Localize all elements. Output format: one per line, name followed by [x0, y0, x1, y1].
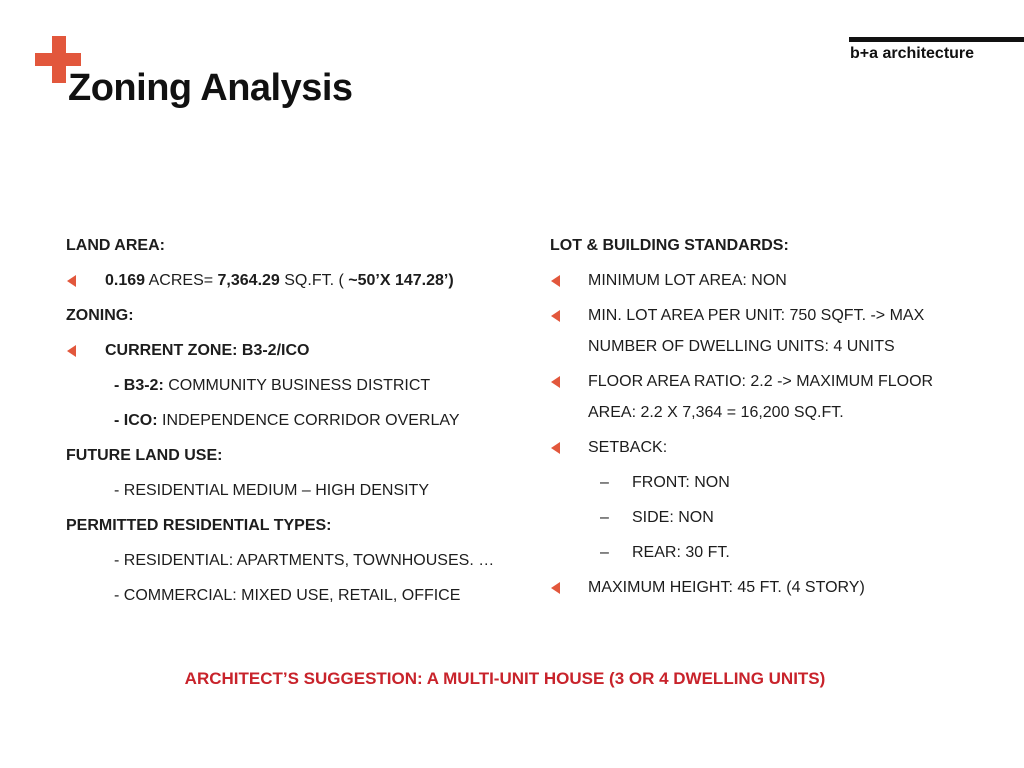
list-item-text: LOT & BUILDING STANDARDS: — [550, 237, 789, 254]
list-item-bullet — [550, 366, 982, 428]
architect-suggestion-text: ARCHITECT’S SUGGESTION: A MULTI-UNIT HOUSE (3 OR 4 DWELLING UNITS) — [184, 669, 826, 688]
list-item-text: 0.169 ACRES= 7,364.29 SQ.FT. ( ~50’X 147.28’) — [105, 272, 454, 289]
list-item-dash — [66, 580, 544, 611]
list-item-text: SETBACK: — [588, 439, 668, 456]
list-item-text: - RESIDENTIAL: APARTMENTS, TOWNHOUSES. … — [114, 552, 495, 569]
list-item-text: - COMMERCIAL: MIXED USE, RETAIL, OFFICE — [114, 587, 461, 604]
list-item-header — [66, 300, 544, 331]
list-item-bullet — [66, 265, 544, 296]
list-item-header — [66, 440, 544, 471]
list-item-text: - B3-2: COMMUNITY BUSINESS DISTRICT — [114, 377, 431, 394]
list-item-dash — [66, 405, 544, 436]
list-item-bullet — [550, 572, 982, 603]
list-item-subdash — [550, 467, 982, 498]
list-item-bullet — [550, 265, 982, 296]
list-item-text: MAXIMUM HEIGHT: 45 FT. (4 STORY) — [588, 579, 865, 596]
list-item-subdash — [550, 502, 982, 533]
column-land-area-zoning — [66, 230, 544, 615]
logo-text: b+a architecture — [850, 45, 975, 62]
plus-icon-vertical-bar — [52, 36, 66, 83]
list-item-bullet — [66, 335, 544, 366]
list-item-text: FRONT: NON — [632, 474, 730, 491]
list-item-text: CURRENT ZONE: B3-2/ICO — [105, 342, 310, 359]
dash-marker: – — [600, 544, 609, 561]
list-item-text: - ICO: INDEPENDENCE CORRIDOR OVERLAY — [114, 412, 460, 429]
list-item-header — [550, 230, 982, 261]
list-item-bullet — [550, 300, 982, 362]
list-item-text: FLOOR AREA RATIO: 2.2 -> MAXIMUM FLOOR AREA: 2.2 X 7,364 = 16,200 SQ.FT. — [588, 373, 934, 421]
dash-marker: – — [600, 509, 609, 526]
column-lot-building-standards — [550, 230, 982, 607]
list-item-text: - RESIDENTIAL MEDIUM – HIGH DENSITY — [114, 482, 429, 499]
dash-marker: – — [600, 474, 609, 491]
list-item-header — [66, 230, 544, 261]
list-item-text: FUTURE LAND USE: — [66, 447, 223, 464]
list-item-bullet — [550, 432, 982, 463]
list-item-header — [66, 510, 544, 541]
list-item-text: SIDE: NON — [632, 509, 714, 526]
list-item-text: MIN. LOT AREA PER UNIT: 750 SQFT. -> MAX NUMBER OF DWELLING UNITS: 4 UNITS — [588, 307, 925, 355]
logo-rule — [849, 37, 1024, 42]
page-title: Zoning Analysis — [68, 67, 353, 109]
list-item-subdash — [550, 537, 982, 568]
list-item-dash — [66, 370, 544, 401]
list-item-text: ZONING: — [66, 307, 134, 324]
list-item-text: REAR: 30 FT. — [632, 544, 730, 561]
list-item-text: LAND AREA: — [66, 237, 165, 254]
list-item-text: MINIMUM LOT AREA: NON — [588, 272, 787, 289]
list-item-dash — [66, 545, 544, 576]
list-item-text: PERMITTED RESIDENTIAL TYPES: — [66, 517, 332, 534]
list-item-dash — [66, 475, 544, 506]
